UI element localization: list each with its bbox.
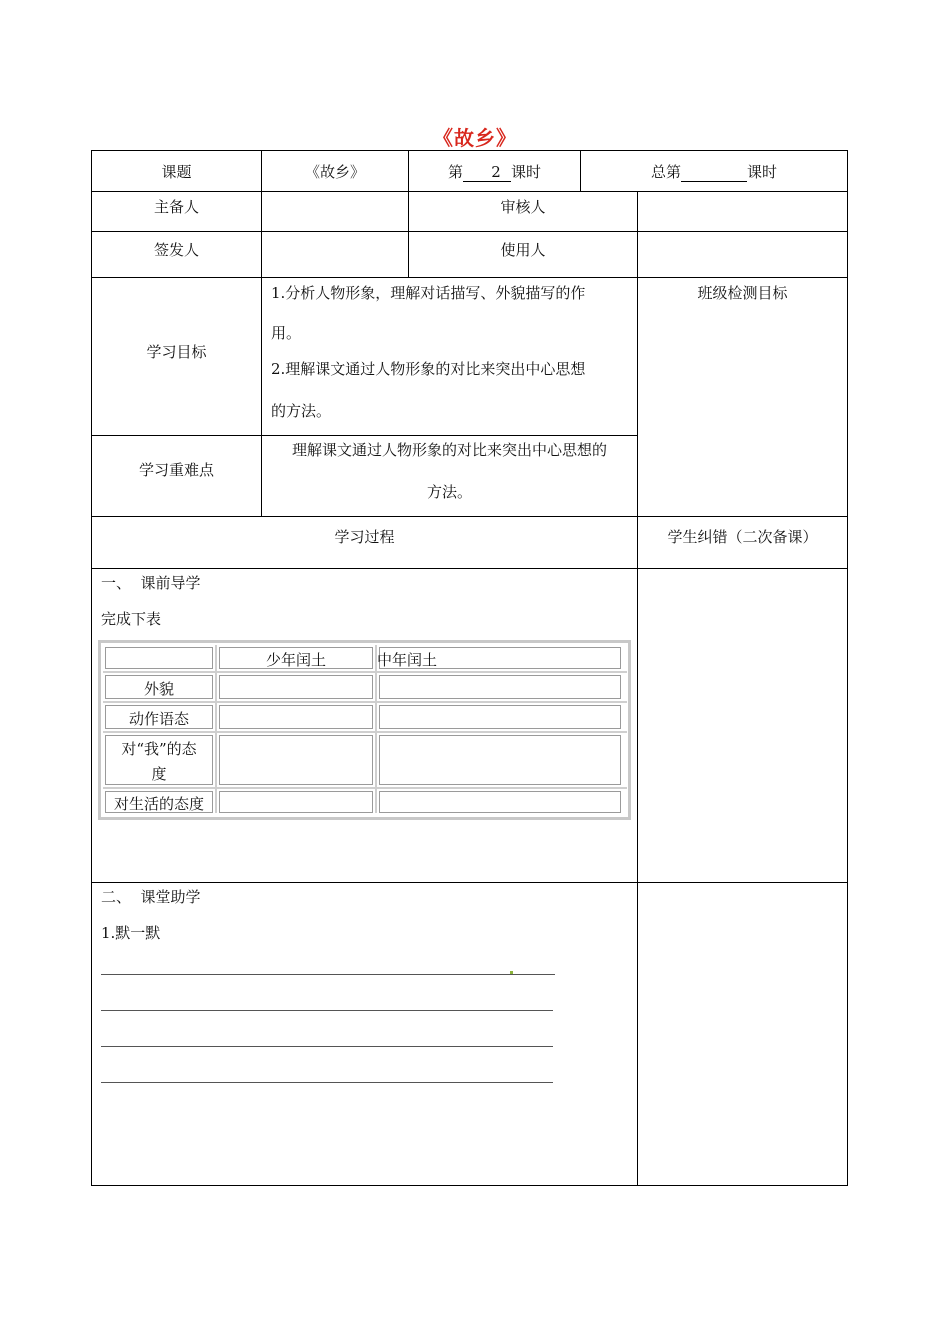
table-cell xyxy=(219,705,373,729)
answer-line xyxy=(101,1010,553,1011)
issuer-label: 签发人 xyxy=(153,241,199,259)
row-divider xyxy=(91,516,848,517)
table-cell xyxy=(379,791,621,813)
table-border-right xyxy=(847,150,848,1186)
lesson-suffix: 课时 xyxy=(511,163,542,181)
inner-col-divider xyxy=(375,645,377,813)
row-divider xyxy=(91,568,848,569)
lesson-prefix: 第 xyxy=(447,163,463,181)
table-border-bottom xyxy=(91,1185,848,1186)
difficulty-label: 学习重难点 xyxy=(138,461,214,479)
goals-label: 学习目标 xyxy=(146,343,207,361)
preparer-label: 主备人 xyxy=(153,198,199,216)
marker-dot xyxy=(510,971,513,974)
topic-label: 课题 xyxy=(161,163,192,181)
row-label-attitude-me-1: 对“我”的态 xyxy=(121,740,197,758)
inner-row-divider xyxy=(103,701,627,703)
col-header-middle-aged: 中年闰土 xyxy=(377,651,438,669)
goal-line-2: 用。 xyxy=(271,324,302,342)
lesson-number xyxy=(409,161,580,182)
lesson-number-blank xyxy=(463,163,511,182)
total-prefix: 总第 xyxy=(650,163,681,181)
correction-label: 学生纠错（二次备课） xyxy=(667,528,818,546)
answer-line xyxy=(101,1082,553,1083)
table-cell xyxy=(379,705,621,729)
inner-row-divider xyxy=(103,787,627,789)
row-label-attitude-life: 对生活的态度 xyxy=(113,795,204,813)
user-label: 使用人 xyxy=(500,241,546,259)
row-divider xyxy=(91,231,848,232)
inner-col-divider xyxy=(215,645,217,813)
col-divider xyxy=(637,191,638,1186)
topic-value: 《故乡》 xyxy=(304,163,365,181)
row-divider xyxy=(91,435,638,436)
row-divider xyxy=(91,882,848,883)
goal-line-4: 的方法。 xyxy=(271,402,332,420)
reviewer-label: 审核人 xyxy=(500,198,546,216)
section1-heading: 一、 课前导学 xyxy=(101,574,201,592)
col-header-young: 少年闰土 xyxy=(265,651,326,669)
class-check-label: 班级检测目标 xyxy=(697,284,788,302)
section1-instruction: 完成下表 xyxy=(101,610,162,628)
table-border-top xyxy=(91,150,848,151)
table-cell xyxy=(219,675,373,699)
table-cell xyxy=(219,791,373,813)
table-border-left xyxy=(91,150,92,1186)
table-cell xyxy=(105,647,213,669)
total-suffix: 课时 xyxy=(747,163,778,181)
table-cell xyxy=(379,735,621,785)
inner-row-divider xyxy=(103,731,627,733)
goal-line-1: 1.分析人物形象，理解对话描写、外貌描写的作 xyxy=(271,284,586,302)
difficulty-line-2: 方法。 xyxy=(426,483,472,501)
row-divider xyxy=(91,277,848,278)
answer-line xyxy=(101,974,555,975)
total-lessons xyxy=(581,161,847,182)
inner-row-divider xyxy=(103,671,627,673)
lesson-number-value: 2 xyxy=(491,163,501,181)
total-blank xyxy=(681,163,747,182)
section2-item1: 1.默一默 xyxy=(101,924,161,942)
section2-heading: 二、 课堂助学 xyxy=(101,888,201,906)
comparison-table xyxy=(98,640,631,820)
row-label-appearance: 外貌 xyxy=(143,680,174,698)
row-label-attitude-me-2: 度 xyxy=(151,765,167,783)
table-cell xyxy=(219,735,373,785)
answer-line xyxy=(101,1046,553,1047)
goal-line-3: 2.理解课文通过人物形象的对比来突出中心思想 xyxy=(271,360,586,378)
row-label-actions: 动作语态 xyxy=(128,710,189,728)
row-divider xyxy=(91,191,848,192)
difficulty-line-1: 理解课文通过人物形象的对比来突出中心思想的 xyxy=(291,441,607,459)
col-divider xyxy=(261,150,262,516)
table-cell xyxy=(379,675,621,699)
process-label: 学习过程 xyxy=(334,528,395,546)
page-title: 《故乡》 xyxy=(433,126,517,150)
